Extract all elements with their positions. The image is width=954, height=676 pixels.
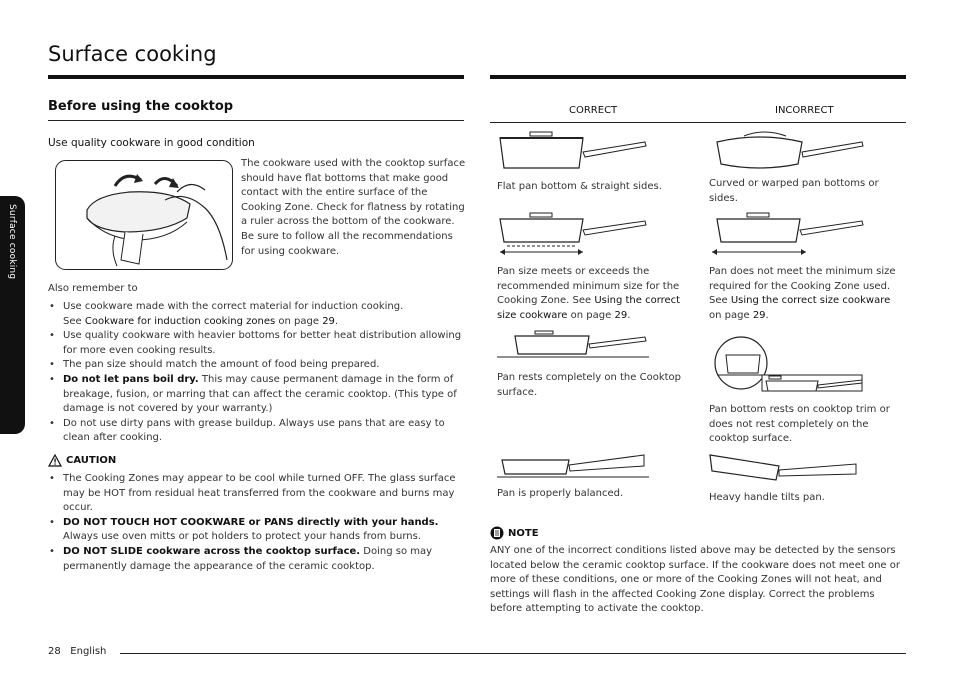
note-label: NOTE (508, 527, 539, 539)
recommendation-list (48, 300, 466, 446)
page-number: 28 (48, 646, 61, 657)
footer-rule (120, 653, 906, 654)
correct-size-link[interactable]: Using the correct size cookware (730, 295, 891, 307)
header-rule-right (490, 75, 906, 79)
caution-label: CAUTION (66, 455, 117, 466)
pan-on-trim-illustration (714, 335, 864, 397)
tilted-pan-illustration (709, 452, 861, 486)
pan-size-incorrect-illustration (714, 210, 866, 260)
intro-paragraph: The cookware used with the cooktop surface should have flat bottoms that make good contact with the entire surface of the Cooking Zone. Check for flatness by rotating a ruler across the bottom of the cookware. Be sure to follow all the recommendations for using cookware. (241, 158, 466, 257)
warped-pan-illustration (714, 130, 866, 174)
incorrect-column-header: INCORRECT (775, 105, 834, 116)
subheading: Use quality cookware in good condition (48, 137, 255, 149)
note-heading (490, 526, 539, 540)
caption-flat-pan: Flat pan bottom & straight sides. (497, 181, 662, 192)
section-rule-left (48, 120, 464, 121)
caution-heading (48, 454, 116, 467)
list-item: • The pan size should match the amount of food being prepared. (48, 358, 466, 373)
table-header-rule (490, 122, 906, 123)
warning-triangle-icon (48, 454, 62, 467)
flat-pan-illustration (497, 130, 649, 174)
pan-size-correct-illustration (497, 210, 649, 260)
caption-pan-size-correct: Pan size meets or exceeds the recommended minimum size for the Cooking Zone. See Using the correct size cookware on page 29. (497, 266, 681, 321)
list-item: • Do not let pans boil dry. This may cause permanent damage in the form of breakage, fusion, or marring that can affect the ceramic cooktop. (This type of damage is not covered by your warranty.) (48, 373, 466, 417)
page-title: Surface cooking (48, 42, 217, 66)
header-rule-left (48, 75, 464, 79)
ruler-check-illustration (55, 160, 233, 270)
note-icon (490, 526, 504, 540)
section-heading: Before using the cooktop (48, 99, 234, 114)
side-tab (0, 196, 25, 434)
caption-balanced-pan: Pan is properly balanced. (497, 488, 624, 499)
side-tab-label: Surface cooking (7, 204, 17, 280)
correct-size-link[interactable]: Using the correct size cookware (497, 295, 681, 321)
footer-language: English (70, 646, 107, 657)
list-item: • The Cooking Zones may appear to be cool while turned OFF. The glass surface may be HOT from residual heat transferred from the cookware and burns may occur. (48, 472, 466, 516)
balanced-pan-illustration (497, 452, 649, 482)
caption-pan-size-incorrect: Pan does not meet the minimum size required for the Cooking Zone used. See Using the correct size cookware on page 29. (709, 266, 896, 321)
page-footer (48, 646, 106, 657)
pan-rests-correct-illustration (497, 330, 649, 362)
cookware-induction-link[interactable]: Cookware for induction cooking zones (84, 315, 276, 327)
list-item: • Do not use dirty pans with grease buildup. Always use pans that are easy to clean after cooking. (48, 417, 466, 446)
caution-list (48, 472, 466, 574)
caption-pan-rests-correct: Pan rests completely on the Cooktop surface. (497, 372, 681, 398)
page-ref-link[interactable]: 29 (614, 309, 628, 321)
also-remember-label: Also remember to (48, 283, 138, 294)
page-ref-link[interactable]: 29 (322, 315, 335, 327)
list-item: • Use quality cookware with heavier bottoms for better heat distribution allowing for more even cooking results. (48, 329, 466, 358)
page-ref-link[interactable]: 29 (752, 309, 766, 321)
correct-column-header: CORRECT (569, 105, 618, 116)
list-item: • DO NOT SLIDE cookware across the cooktop surface. Doing so may permanently damage the appearance of the ceramic cooktop. (48, 545, 466, 574)
note-paragraph: ANY one of the incorrect conditions listed above may be detected by the sensors located below the ceramic cooktop surface. If the cookware does not meet one or more of these conditions, one or more of the Cooking Zones will not heat, and settings will flash in the affected Cooking Zone display. Correct the problems before attempting to activate the cooktop. (490, 545, 900, 615)
caption-pan-on-trim: Pan bottom rests on cooktop trim or does not rest completely on the cooktop surface. (709, 404, 890, 445)
caption-tilted-pan: Heavy handle tilts pan. (709, 492, 825, 503)
list-item: • Use cookware made with the correct material for induction cooking. See Cookware for induction cooking zones on page 29. (48, 300, 466, 329)
list-item: • DO NOT TOUCH HOT COOKWARE or PANS directly with your hands. Always use oven mitts or pot holders to protect your hands from burns. (48, 516, 466, 545)
caption-warped-pan: Curved or warped pan bottoms or sides. (709, 178, 879, 204)
